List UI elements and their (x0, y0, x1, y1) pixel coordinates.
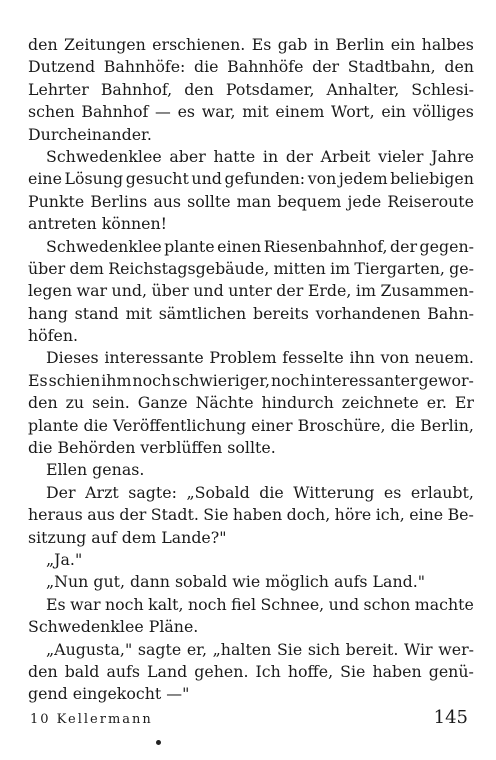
text-line: Punkte Berlins aus sollte man bequem jede Reiseroute (28, 191, 474, 211)
text-line: plante die Veröffentlichung einer Broschüre, die Berlin, (28, 415, 474, 435)
text-line: Schwedenklee plante einen Riesenbahnhof, der gegen- (46, 236, 474, 256)
text-line: die Behörden verblüffen sollte. (28, 438, 276, 458)
page-number: 145 (433, 707, 468, 728)
text-line: eine Lösung gesucht und gefunden: von jedem beliebigen (28, 169, 474, 189)
text-line: sitzung auf dem Lande?" (28, 527, 227, 547)
page-body (28, 34, 474, 706)
text-line: Der Arzt sagte: „Sobald die Witterung es erlaubt, (46, 482, 474, 502)
text-line: hang stand mit sämtlichen bereits vorhandenen Bahn- (28, 303, 474, 323)
text-line: „Nun gut, dann sobald wie möglich aufs Land." (46, 572, 426, 592)
text-line: legen war und, über und unter der Erde, im Zusammen- (28, 281, 474, 301)
text-line: den bald aufs Land gehen. Ich hoffe, Sie haben genü- (28, 661, 474, 681)
text-line: Ellen genas. (46, 460, 145, 480)
printer-signature: 10 Kellermann (30, 712, 153, 727)
ink-dot (156, 740, 161, 745)
text-line: heraus aus der Stadt. Sie haben doch, höre ich, eine Be- (28, 505, 474, 525)
text-line: Durcheinander. (28, 124, 152, 144)
text-line: Lehrter Bahnhof, den Potsdamer, Anhalter, Schlesi- (28, 79, 474, 99)
text-line: Dieses interessante Problem fesselte ihn von neuem. (46, 348, 474, 368)
text-line: Es schien ihm noch schwieriger, noch interessanter gewor- (28, 370, 474, 390)
text-line: Schwedenklee Pläne. (28, 617, 199, 637)
text-line: schen Bahnhof — es war, mit einem Wort, ein völliges (28, 102, 474, 122)
text-line: den Zeitungen erschienen. Es gab in Berlin ein halbes (28, 35, 474, 54)
text-line: Schwedenklee aber hatte in der Arbeit vieler Jahre (46, 146, 474, 166)
text-line: den zu sein. Ganze Nächte hindurch zeichnete er. Er (28, 393, 474, 413)
text-line: über dem Reichstagsgebäude, mitten im Tiergarten, ge- (28, 258, 474, 278)
text-line: Dutzend Bahnhöfe: die Bahnhöfe der Stadtbahn, den (28, 57, 474, 77)
text-line: höfen. (28, 326, 79, 346)
text-line: antreten können! (28, 214, 168, 234)
text-line: Es war noch kalt, noch fiel Schnee, und schon machte (46, 594, 474, 614)
text-line: „Ja." (46, 549, 83, 569)
text-line: gend eingekocht —" (28, 684, 190, 704)
text-line: „Augusta," sagte er, „halten Sie sich bereit. Wir wer- (46, 639, 474, 659)
page-footer (30, 707, 468, 728)
